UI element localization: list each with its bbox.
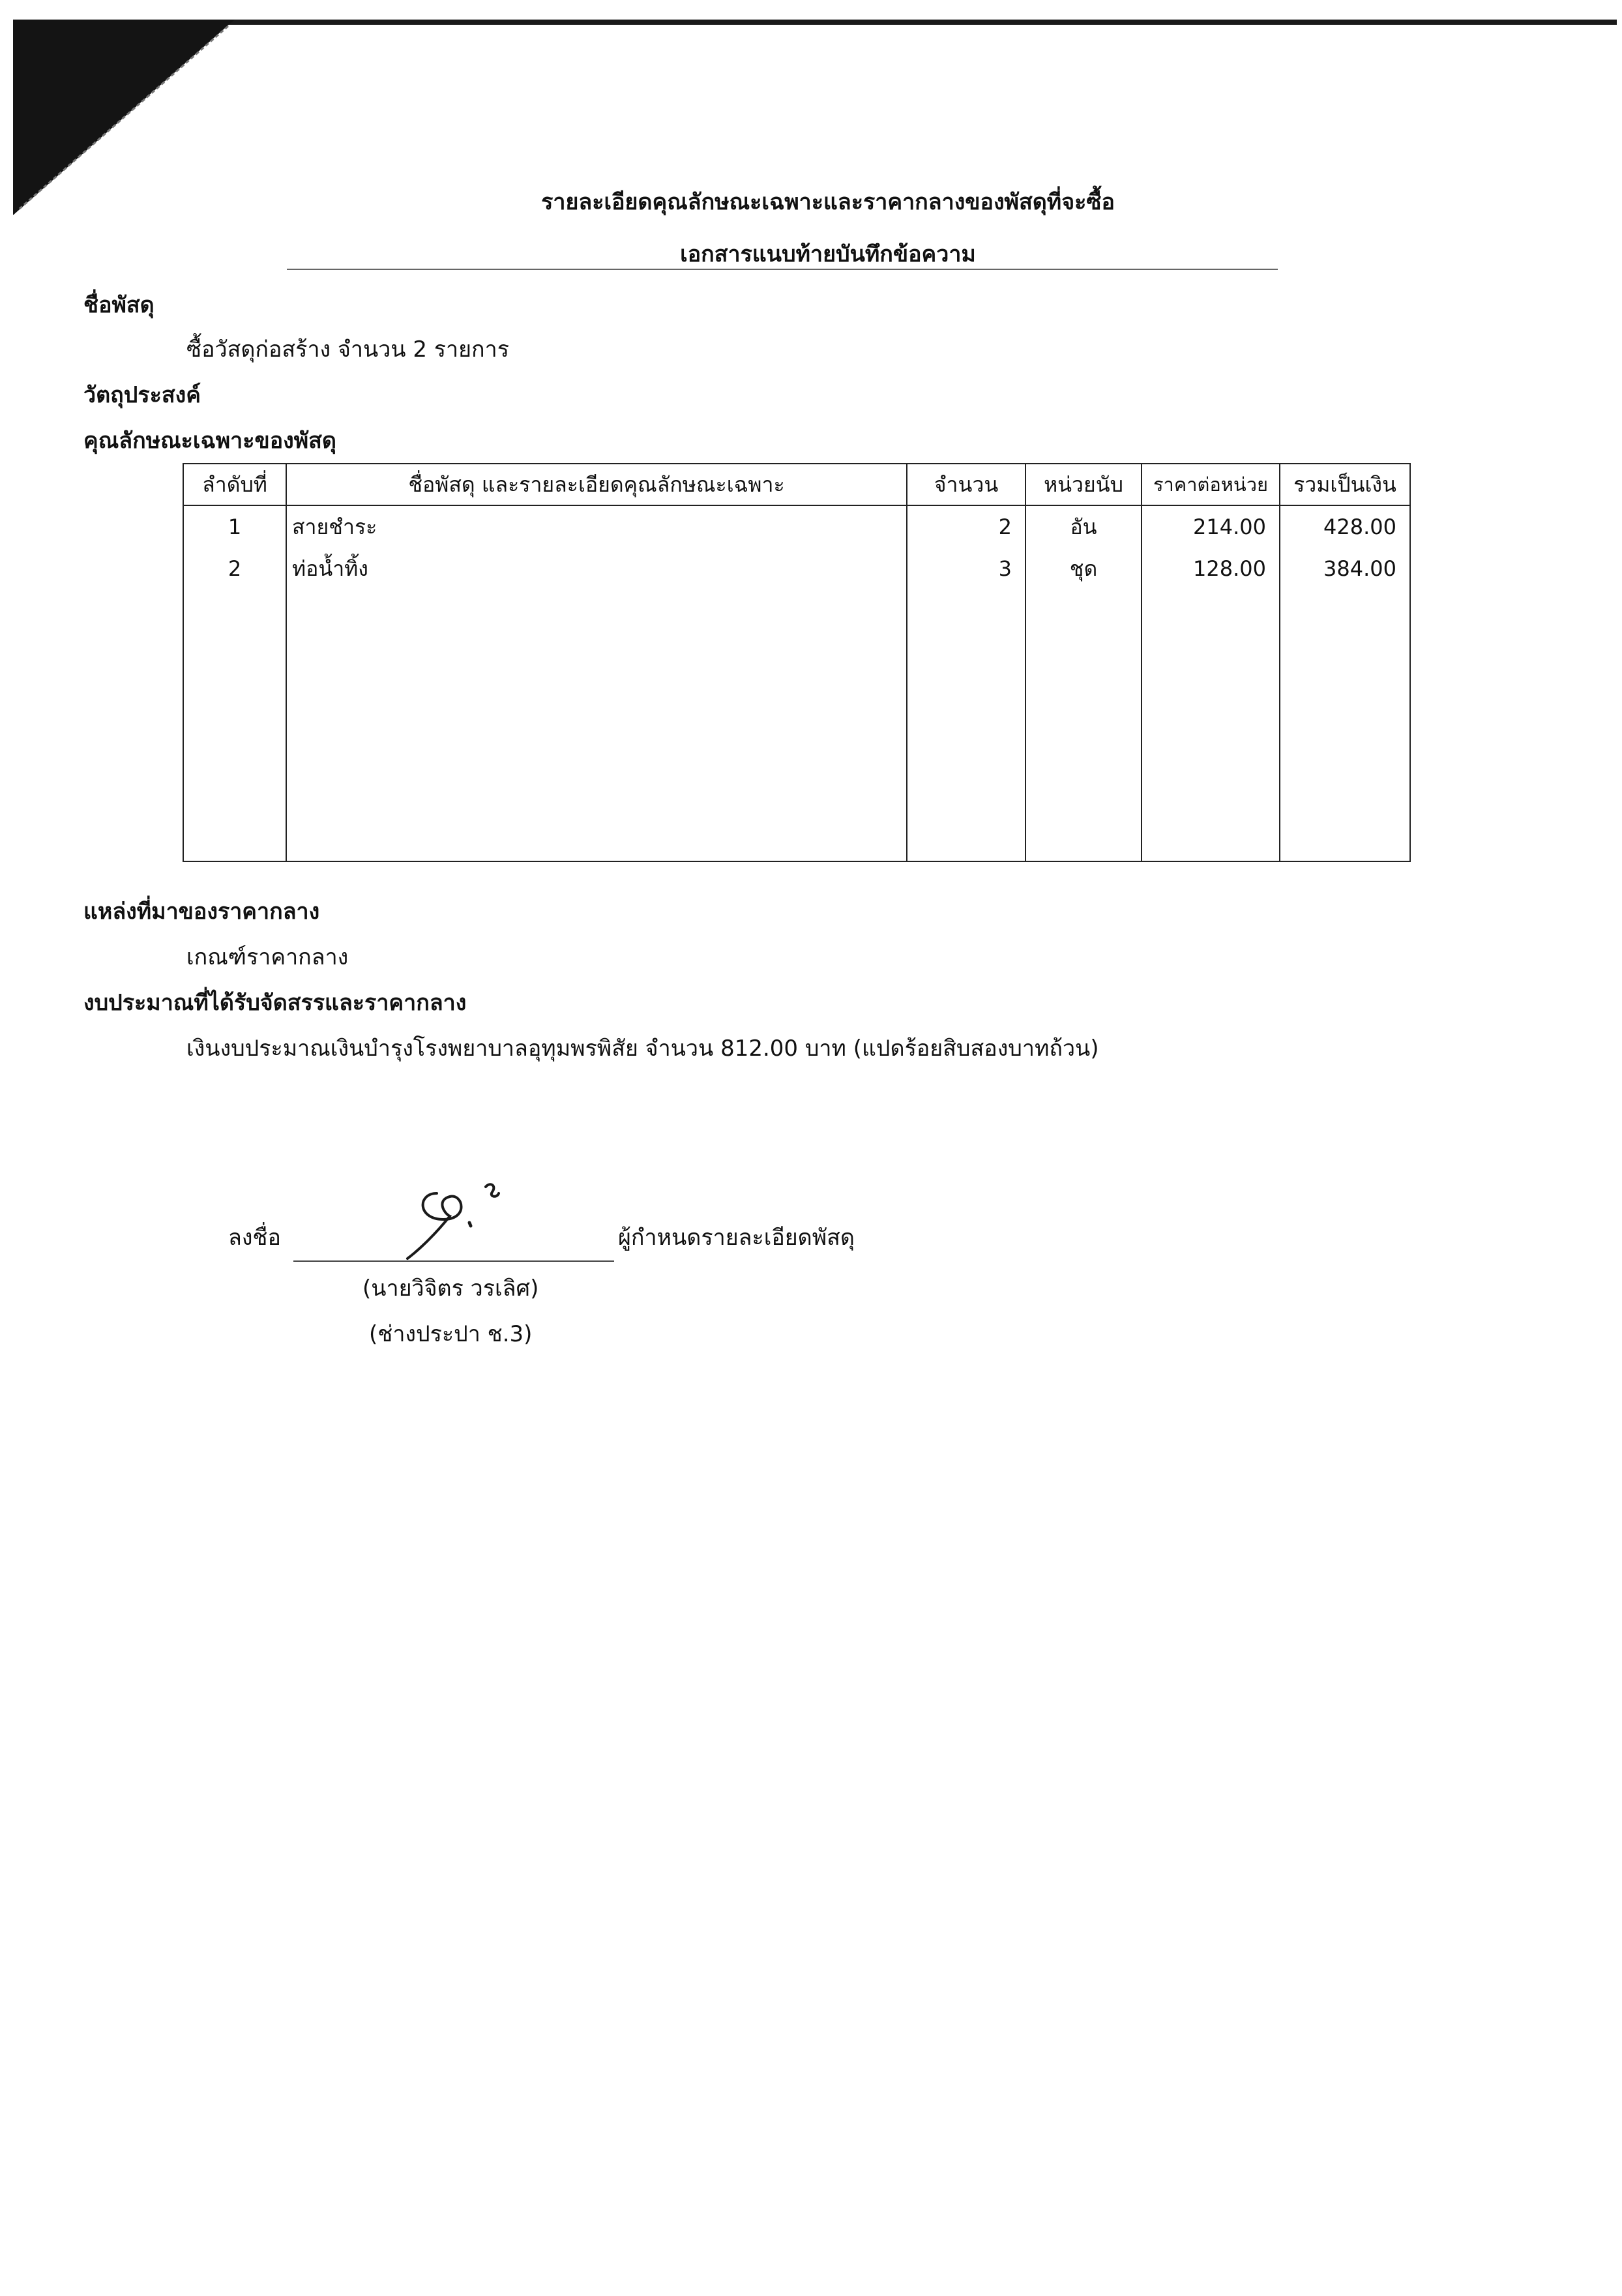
- budget-text: เงินงบประมาณเงินบำรุงโรงพยาบาลอุทุมพรพิสัย จำนวน 812.00 บาท (แปดร้อยสิบสองบาทถ้วน): [186, 1036, 1099, 1062]
- row-unit: อัน: [1025, 505, 1142, 548]
- title-underline: [287, 269, 1278, 270]
- table-empty-space: [183, 589, 1410, 861]
- row-qty: 2: [907, 505, 1025, 548]
- col-header-unit: หน่วยนับ: [1025, 464, 1142, 505]
- row-no: 2: [183, 548, 286, 589]
- col-header-total: รวมเป็นเงิน: [1280, 464, 1410, 505]
- sign-label: ลงชื่อ: [228, 1225, 281, 1251]
- table-row: [183, 548, 1410, 589]
- row-qty: 3: [907, 548, 1025, 589]
- table-header-row: [183, 464, 1410, 505]
- purpose-heading: วัตถุประสงค์: [83, 382, 201, 408]
- col-header-unit-price: ราคาต่อหน่วย: [1142, 464, 1280, 505]
- item-name-heading: ชื่อพัสดุ: [83, 292, 155, 318]
- row-item-name: ท่อน้ำทิ้ง: [286, 548, 907, 589]
- col-header-qty: จำนวน: [907, 464, 1025, 505]
- signer-name: (นายวิจิตร วรเลิศ): [362, 1275, 539, 1302]
- table-row: [183, 505, 1410, 548]
- budget-heading: งบประมาณที่ได้รับจัดสรรและราคากลาง: [83, 990, 467, 1016]
- scan-top-border: [26, 20, 1617, 25]
- price-source-heading: แหล่งที่มาของราคากลาง: [83, 899, 320, 925]
- signer-position: (ช่างประปา ช.3): [369, 1321, 533, 1347]
- row-unit: ชุด: [1025, 548, 1142, 589]
- document-title: รายละเอียดคุณลักษณะเฉพาะและราคากลางของพัสดุที่จะซื้อ: [541, 189, 1115, 215]
- row-no: 1: [183, 505, 286, 548]
- row-unit-price: 214.00: [1142, 505, 1280, 548]
- row-total: 428.00: [1280, 505, 1410, 548]
- row-total: 384.00: [1280, 548, 1410, 589]
- signer-role: ผู้กำหนดรายละเอียดพัสดุ: [618, 1225, 855, 1251]
- spec-table: [183, 463, 1411, 862]
- col-header-name: ชื่อพัสดุ และรายละเอียดคุณลักษณะเฉพาะ: [286, 464, 907, 505]
- spec-heading: คุณลักษณะเฉพาะของพัสดุ: [83, 428, 336, 454]
- document-subtitle: เอกสารแนบท้ายบันทึกข้อความ: [680, 241, 976, 267]
- handwritten-signature: [391, 1167, 535, 1265]
- signature-line: [293, 1260, 614, 1262]
- item-name-text: ซื้อวัสดุก่อสร้าง จำนวน 2 รายการ: [186, 336, 509, 363]
- price-source-text: เกณฑ์ราคากลาง: [186, 944, 349, 970]
- row-item-name: สายชำระ: [286, 505, 907, 548]
- col-header-no: ลำดับที่: [183, 464, 286, 505]
- row-unit-price: 128.00: [1142, 548, 1280, 589]
